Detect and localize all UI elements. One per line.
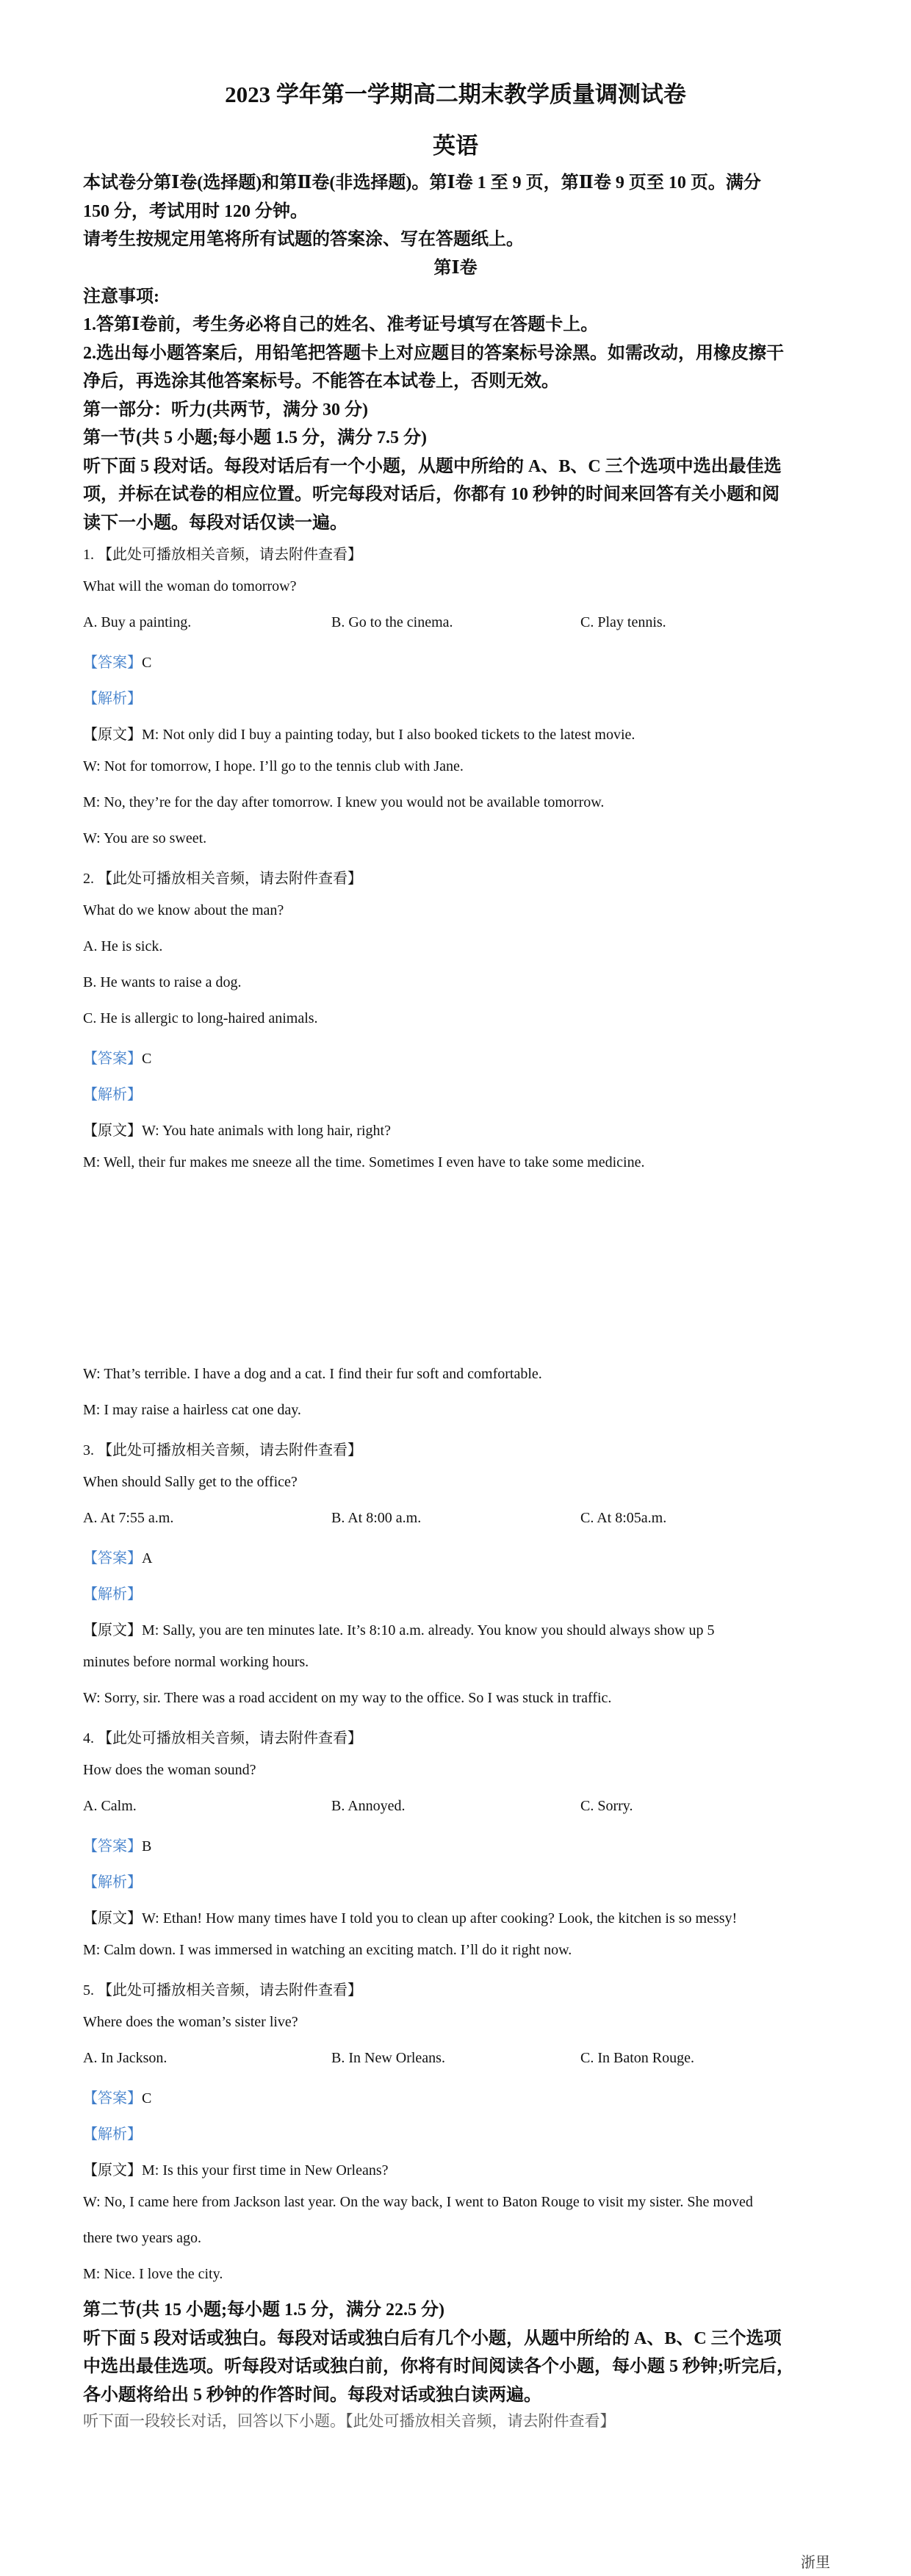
q2-audio-link[interactable]: 2. 【此处可播放相关音频，请去附件查看】 — [83, 871, 362, 887]
volume-1-heading: 第Ⅰ卷 — [433, 259, 478, 278]
q3-transcript-2: minutes before normal working hours. — [83, 1654, 309, 1670]
q4-transcript-1 — [83, 1906, 737, 1927]
q1-question: What will the woman do tomorrow? — [83, 578, 297, 594]
part1-heading: 第一部分：听力(共两节，满分 30 分) — [83, 400, 368, 420]
q3-answer-value: A — [142, 1550, 153, 1566]
q2-option-b: B. He wants to raise a dog. — [83, 974, 242, 990]
q3-audio-link[interactable]: 3. 【此处可播放相关音频，请去附件查看】 — [83, 1442, 362, 1458]
q4-audio-link[interactable]: 4. 【此处可播放相关音频，请去附件查看】 — [83, 1730, 362, 1746]
section1-instruction-3: 读下一小题。每段对话仅读一遍。 — [83, 514, 348, 533]
intro-line-1: 本试卷分第Ⅰ卷(选择题)和第Ⅱ卷(非选择题)。第Ⅰ卷 1 至 9 页，第Ⅱ卷 9 页至 10 页。满分 — [83, 173, 761, 193]
q2-transcript-3: W: That’s terrible. I have a dog and a cat. I find their fur soft and comfortable. — [83, 1366, 542, 1382]
q5-option-b: B. In New Orleans. — [331, 2050, 445, 2066]
footer-watermark: 浙里 — [801, 2555, 830, 2571]
q4-answer — [83, 1834, 151, 1855]
q5-analysis-label: 【解析】 — [83, 2126, 142, 2143]
notice-item-2-line-2: 净后，再选涂其他答案标号。不能答在本试卷上，否则无效。 — [83, 372, 559, 391]
q5-answer — [83, 2086, 151, 2107]
section1-instruction-2: 项，并标在试卷的相应位置。听完每段对话后，你都有 10 秒钟的时间来回答有关小题和阅 — [83, 485, 779, 504]
q1-transcript-3: M: No, they’re for the day after tomorrow. I knew you would not be available tomorrow. — [83, 794, 605, 810]
notice-item-2-line-1: 2.选出每小题答案后，用铅笔把答题卡上对应题目的答案标号涂黑。如需改动，用橡皮擦干 — [83, 344, 784, 363]
q3-transcript-1-text: M: Sally, you are ten minutes late. It’s 8:10 a.m. already. You know you should always show up 5 — [142, 1622, 715, 1638]
original-label: 【原文】 — [83, 1910, 142, 1926]
q1-audio-link[interactable]: 1. 【此处可播放相关音频，请去附件查看】 — [83, 547, 362, 563]
q1-transcript-1 — [83, 722, 635, 744]
q5-option-c: C. In Baton Rouge. — [580, 2050, 694, 2066]
original-label: 【原文】 — [83, 2162, 142, 2179]
q4-question: How does the woman sound? — [83, 1762, 256, 1778]
q1-transcript-1-text: M: Not only did I buy a painting today, but I also booked tickets to the latest movie. — [142, 727, 635, 743]
q1-analysis-label: 【解析】 — [83, 691, 142, 707]
q3-option-a: A. At 7:55 a.m. — [83, 1510, 174, 1526]
q3-question: When should Sally get to the office? — [83, 1474, 298, 1490]
q2-transcript-2: M: Well, their fur makes me sneeze all the time. Sometimes I even have to take some medicine. — [83, 1154, 645, 1170]
notice-heading: 注意事项: — [83, 287, 159, 306]
q5-question: Where does the woman’s sister live? — [83, 2014, 298, 2030]
q4-transcript-2: M: Calm down. I was immersed in watching an exciting match. I’ll do it right now. — [83, 1942, 572, 1958]
intro-line-2: 150 分，考试用时 120 分钟。 — [83, 202, 308, 221]
q1-option-c: C. Play tennis. — [580, 614, 666, 630]
q1-transcript-2: W: Not for tomorrow, I hope. I’ll go to the tennis club with Jane. — [83, 758, 464, 774]
q1-transcript-4: W: You are so sweet. — [83, 830, 207, 846]
original-label: 【原文】 — [83, 1622, 142, 1638]
q3-analysis-label: 【解析】 — [83, 1586, 142, 1602]
exam-title: 2023 学年第一学期高二期末教学质量调测试卷 — [225, 82, 686, 107]
q5-transcript-1 — [83, 2158, 389, 2179]
section2-heading: 第二节(共 15 小题;每小题 1.5 分，满分 22.5 分) — [83, 2300, 444, 2320]
q3-option-b: B. At 8:00 a.m. — [331, 1510, 422, 1526]
answer-label: 【答案】 — [83, 655, 142, 671]
q4-option-c: C. Sorry. — [580, 1798, 633, 1814]
q5-option-a: A. In Jackson. — [83, 2050, 168, 2066]
answer-label: 【答案】 — [83, 1051, 142, 1067]
q2-transcript-1-text: W: You hate animals with long hair, right? — [142, 1123, 391, 1139]
original-label: 【原文】 — [83, 727, 142, 743]
q2-answer-value: C — [142, 1051, 152, 1067]
q5-answer-value: C — [142, 2090, 152, 2107]
section2-audio-instruction[interactable]: 听下面一段较长对话，回答以下小题。【此处可播放相关音频，请去附件查看】 — [83, 2412, 616, 2430]
section1-instruction-1: 听下面 5 段对话。每段对话后有一个小题，从题中所给的 A、B、C 三个选项中选出最佳选 — [83, 457, 782, 476]
q1-option-b: B. Go to the cinema. — [331, 614, 453, 630]
q2-option-a: A. He is sick. — [83, 938, 163, 954]
q5-transcript-1-text: M: Is this your first time in New Orleans? — [142, 2162, 389, 2179]
section1-heading: 第一节(共 5 小题;每小题 1.5 分，满分 7.5 分) — [83, 428, 427, 447]
q5-audio-link[interactable]: 5. 【此处可播放相关音频，请去附件查看】 — [83, 1982, 362, 1998]
section2-instruction-1: 听下面 5 段对话或独白。每段对话或独白后有几个小题，从题中所给的 A、B、C 三个选项 — [83, 2329, 782, 2348]
q2-analysis-label: 【解析】 — [83, 1087, 142, 1103]
q3-transcript-1 — [83, 1618, 715, 1639]
q4-analysis-label: 【解析】 — [83, 1874, 142, 1890]
q3-answer — [83, 1546, 152, 1567]
q4-transcript-1-text: W: Ethan! How many times have I told you to clean up after cooking? Look, the kitchen is so messy! — [142, 1910, 738, 1926]
q5-transcript-3: there two years ago. — [83, 2230, 202, 2246]
q1-answer-value: C — [142, 655, 152, 671]
q1-answer — [83, 650, 151, 672]
q4-option-a: A. Calm. — [83, 1798, 137, 1814]
q4-option-b: B. Annoyed. — [331, 1798, 406, 1814]
original-label: 【原文】 — [83, 1123, 142, 1139]
answer-label: 【答案】 — [83, 1550, 142, 1566]
q1-option-a: A. Buy a painting. — [83, 614, 192, 630]
intro-line-3: 请考生按规定用笔将所有试题的答案涂、写在答题纸上。 — [83, 230, 524, 249]
section2-instruction-2: 中选出最佳选项。听每段对话或独白前，你将有时间阅读各个小题，每小题 5 秒钟;听完后， — [83, 2357, 794, 2376]
q5-transcript-2: W: No, I came here from Jackson last year. On the way back, I went to Baton Rouge to visit my sister. She moved — [83, 2194, 753, 2210]
q4-answer-value: B — [142, 1838, 152, 1854]
q3-transcript-3: W: Sorry, sir. There was a road accident on my way to the office. So I was stuck in traffic. — [83, 1690, 612, 1706]
q2-answer — [83, 1046, 151, 1068]
answer-label: 【答案】 — [83, 1838, 142, 1854]
q2-option-c: C. He is allergic to long-haired animals. — [83, 1010, 318, 1026]
q3-option-c: C. At 8:05a.m. — [580, 1510, 667, 1526]
notice-item-1: 1.答第Ⅰ卷前，考生务必将自己的姓名、准考证号填写在答题卡上。 — [83, 315, 599, 334]
answer-label: 【答案】 — [83, 2090, 142, 2107]
section2-instruction-3: 各小题将给出 5 秒钟的作答时间。每段对话或独白读两遍。 — [83, 2386, 541, 2405]
q2-transcript-1 — [83, 1118, 391, 1140]
q5-transcript-4: M: Nice. I love the city. — [83, 2266, 223, 2282]
q2-question: What do we know about the man? — [83, 902, 284, 918]
subject-title: 英语 — [433, 133, 478, 159]
q2-transcript-4: M: I may raise a hairless cat one day. — [83, 1402, 301, 1418]
